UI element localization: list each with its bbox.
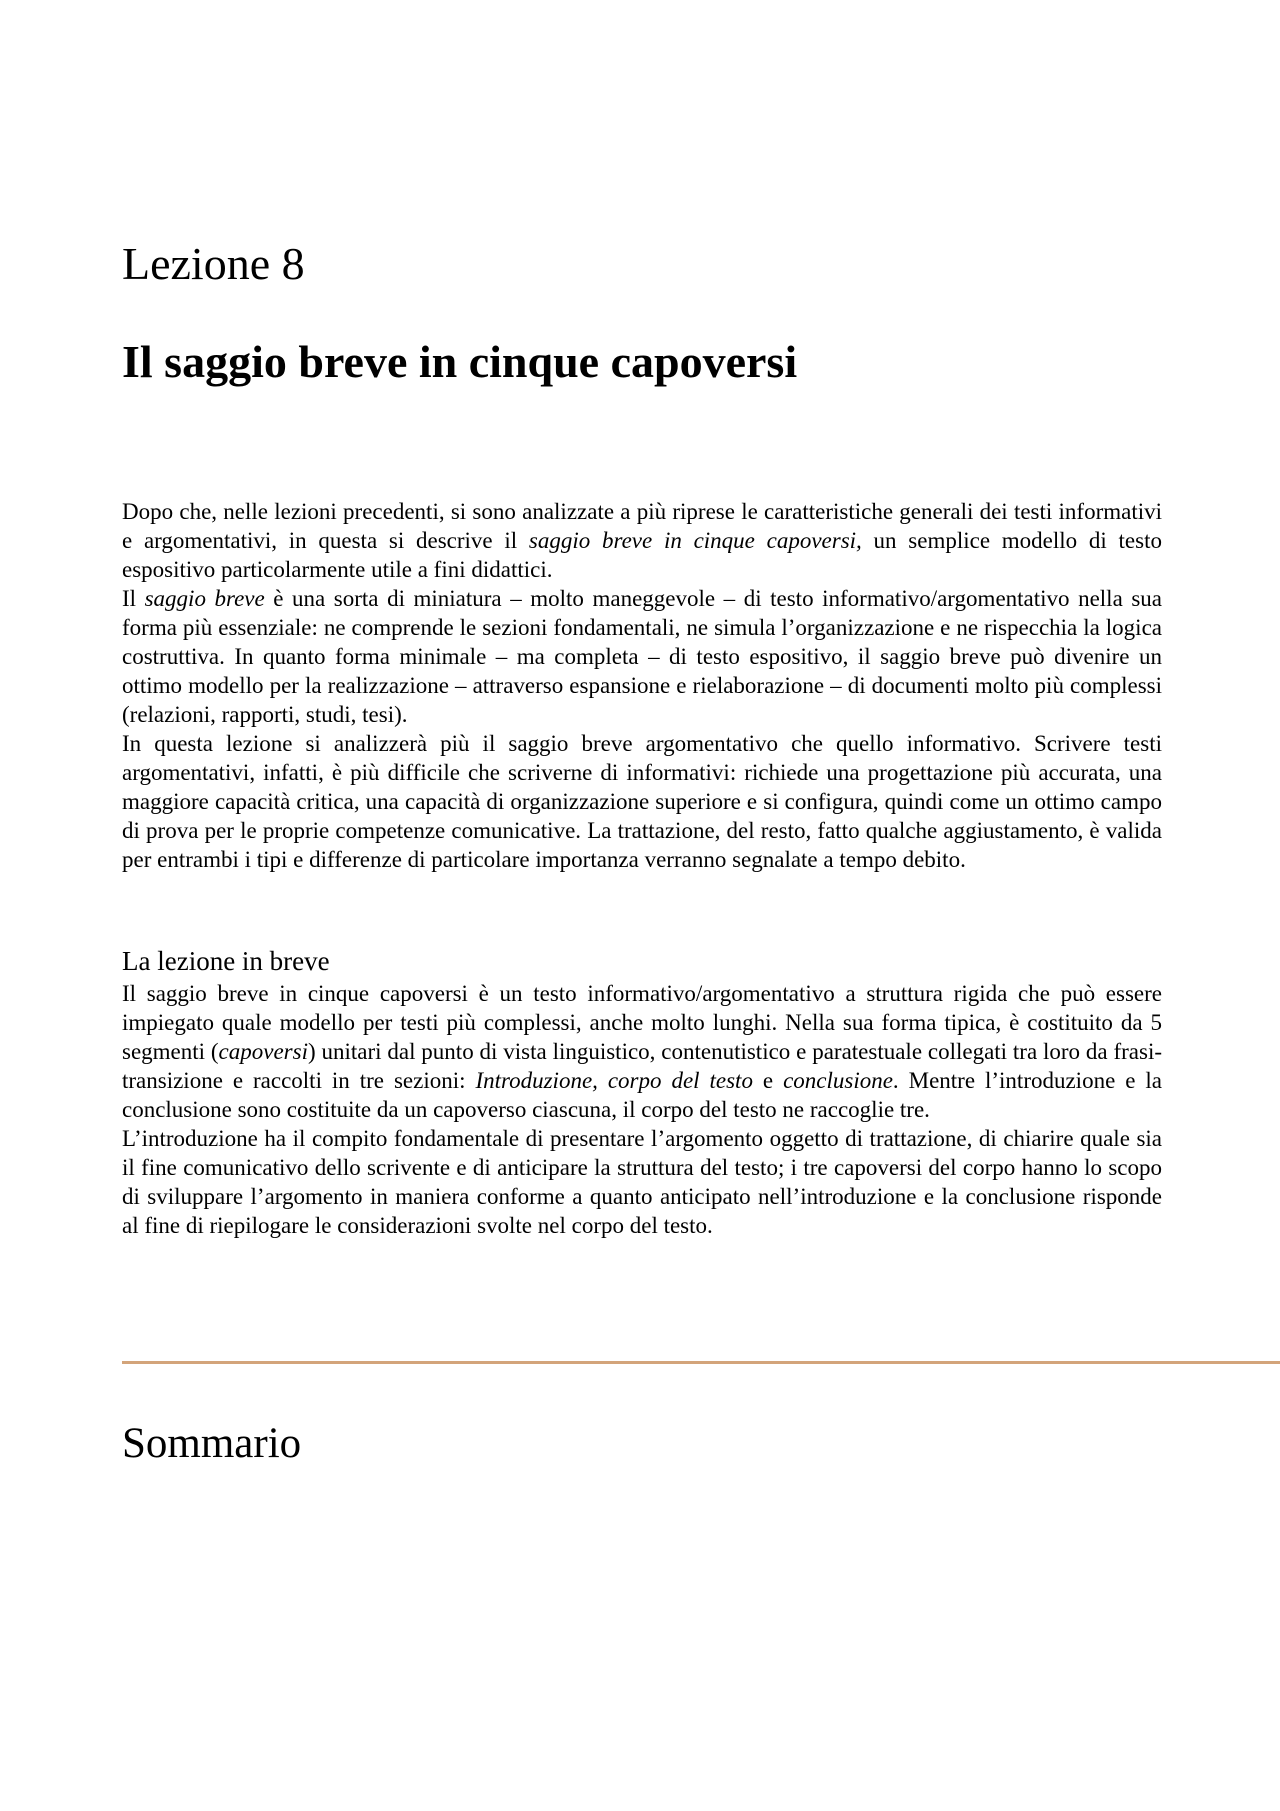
- intro-section: [122, 497, 1162, 874]
- intro-p1-text-b: un semplice modello di testo espositivo particolarmente utile a fini didattici.: [122, 528, 1162, 582]
- summary-p1-emphasis-3: conclusione: [783, 1068, 893, 1093]
- intro-p1-emphasis: saggio breve in cinque capoversi,: [528, 528, 862, 553]
- toc-title: Sommario: [122, 1420, 302, 1467]
- summary-p1-text-b: ) unitari dal punto di vista linguistico, contenutistico e paratestuale collegati tra loro da frasi-transizione e raccolti in tre sezioni:: [122, 1039, 1162, 1093]
- intro-paragraph-1: [122, 497, 1162, 584]
- summary-section: [122, 979, 1162, 1240]
- lesson-title: Il saggio breve in cinque capoversi: [122, 336, 798, 387]
- intro-p2-emphasis: saggio breve: [144, 586, 265, 611]
- summary-p1-text-c: e: [752, 1068, 784, 1093]
- intro-p1-text-a: Dopo che, nelle lezioni precedenti, si sono analizzate a più riprese le caratteristiche generali dei testi informativi e argomentativi, in questa si descrive il: [122, 499, 1162, 553]
- lesson-number: Lezione 8: [122, 238, 305, 289]
- intro-p2-text-b: è una sorta di miniatura – molto maneggevole – di testo informativo/argomentativo nella sua forma più essenziale: ne comprende le sezioni fondamentali, ne simula l’organizzazione e ne rispecchia la logica costruttiva. In quanto forma minimale – ma completa – di testo espositivo, il saggio breve può divenire un ottimo modello per la realizzazione – attraverso espansione e rielaborazione – di documenti molto più complessi (relazioni, rapporti, studi, tesi).: [122, 586, 1162, 727]
- summary-heading: La lezione in breve: [122, 946, 330, 976]
- section-divider: [122, 1361, 1280, 1364]
- summary-paragraph-2: L’introduzione ha il compito fondamentale di presentare l’argomento oggetto di trattazione, di chiarire quale sia il fine comunicativo dello scrivente e di anticipare la struttura del testo; i tre capoversi del corpo hanno lo scopo di sviluppare l’argomento in maniera conforme a quanto anticipato nell’introduzione e la conclusione risponde al fine di riepilogare le considerazioni svolte nel corpo del testo.: [122, 1126, 1162, 1238]
- intro-paragraph-3: In questa lezione si analizzerà più il saggio breve argomentativo che quello informativo. Scrivere testi argomentativi, infatti, è più difficile che scriverne di informativi: richiede una progettazione più accurata, una maggiore capacità critica, una capacità di organizzazione superiore e si configura, quindi come un ottimo campo di prova per le proprie competenze comunicative. La trattazione, del resto, fatto qualche aggiustamento, è valida per entrambi i tipi e differenze di particolare importanza verranno segnalate a tempo debito.: [122, 731, 1162, 872]
- summary-p1-text-a: Il saggio breve in cinque capoversi è un testo informativo/argomentativo a struttura rigida che può essere impiegato quale modello per testi più complessi, anche molto lunghi. Nella sua forma tipica, è costituito da 5 segmenti (: [122, 981, 1162, 1064]
- summary-p1-text-d: . Mentre l’introduzione e la conclusione sono costituite da un capoverso ciascuna, il corpo del testo ne raccoglie tre.: [122, 1068, 1162, 1122]
- intro-p2-text-a: Il: [122, 586, 145, 611]
- summary-p1-emphasis-1: capoversi: [218, 1039, 308, 1064]
- summary-p1-emphasis-2: Introduzione, corpo del testo: [475, 1068, 753, 1093]
- summary-paragraph-1: [122, 979, 1162, 1124]
- intro-paragraph-2: [122, 584, 1162, 729]
